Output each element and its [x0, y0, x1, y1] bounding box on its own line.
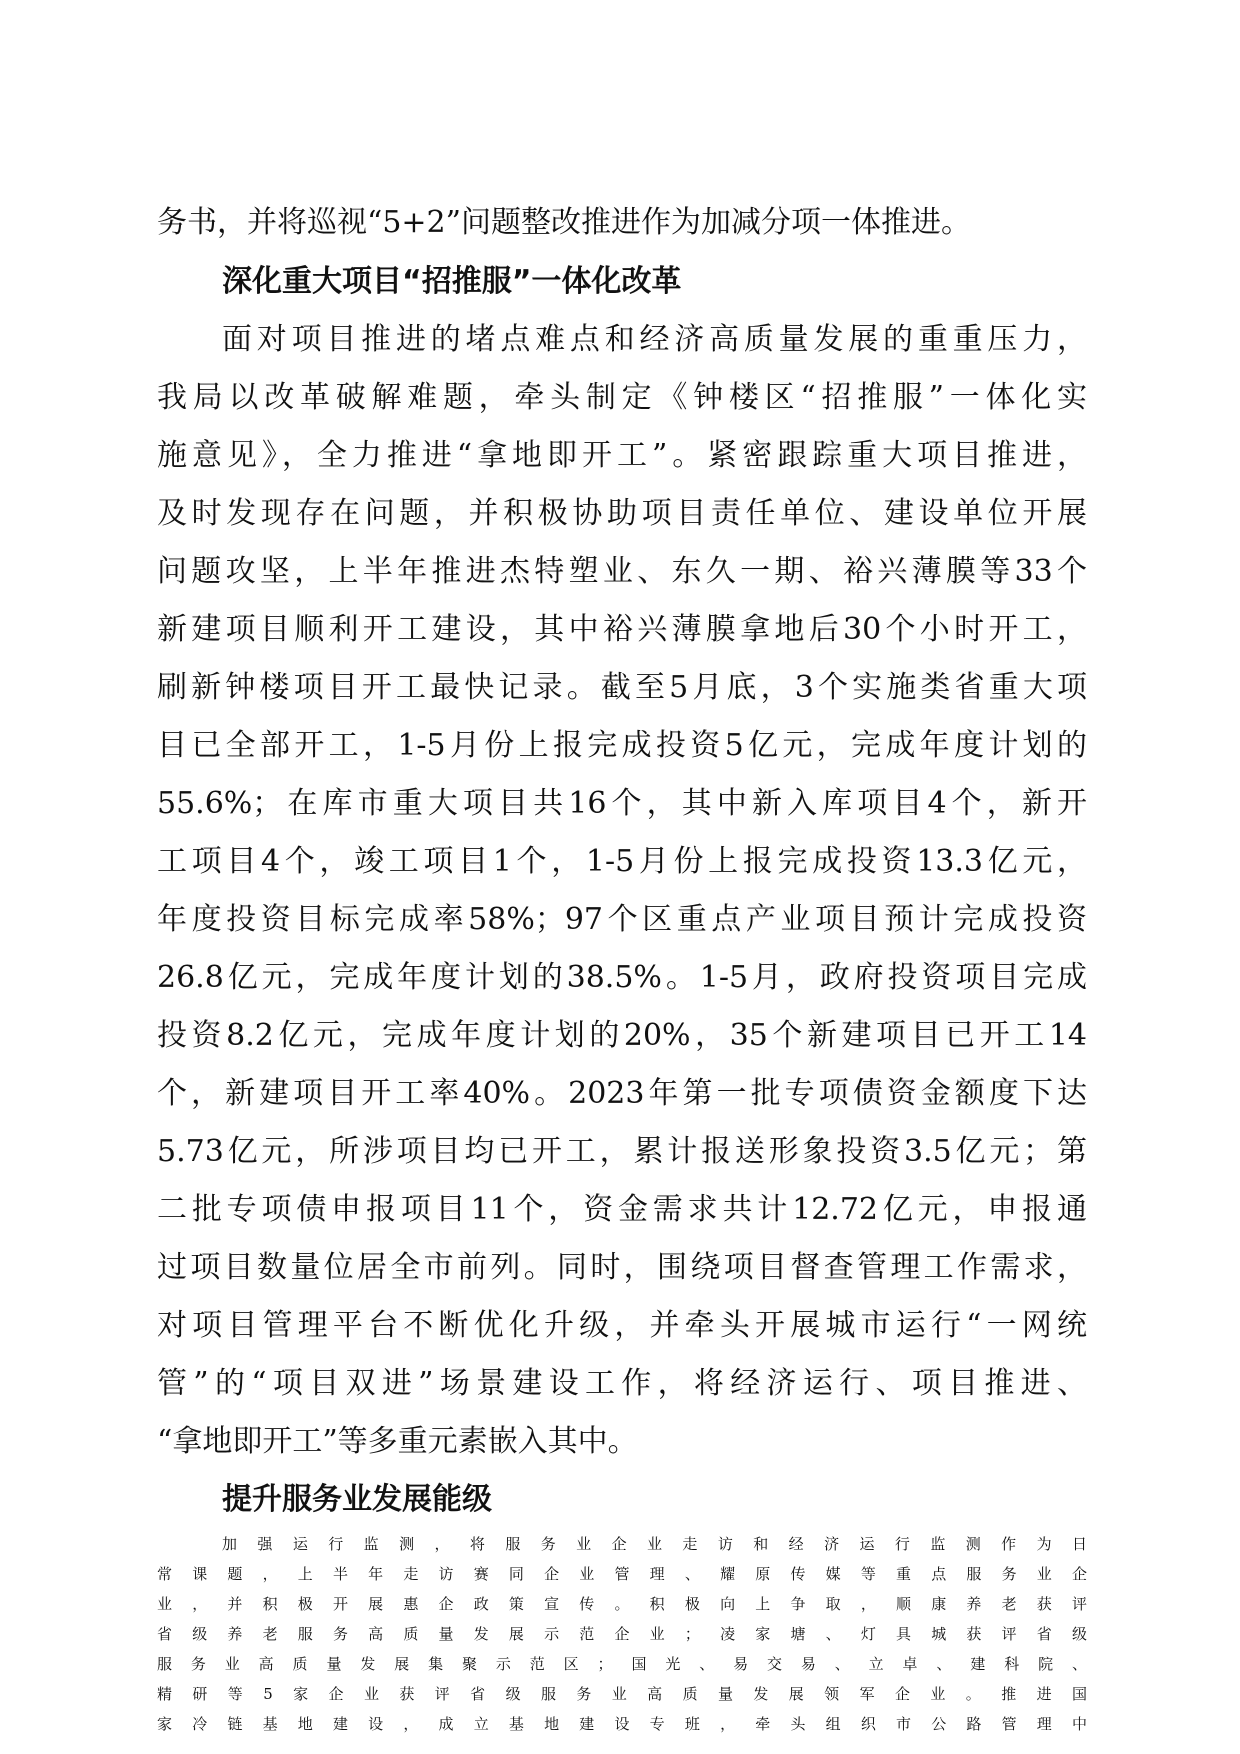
- body-text-line: 26.8亿元，完成年度计划的38.5%。1-5月，政府投资项目完成: [157, 960, 1087, 995]
- body-text-line: 业，并积极开展惠企政策宣传。积极向上争取，顺康养老获评: [157, 1595, 1087, 1613]
- body-text-line: 目已全部开工，1-5月份上报完成投资5亿元，完成年度计划的: [157, 728, 1087, 763]
- body-text-line: 新建项目顺利开工建设，其中裕兴薄膜拿地后30个小时开工，: [157, 612, 1087, 647]
- body-text-line: 个，新建项目开工率40%。2023年第一批专项债资金额度下达: [157, 1076, 1087, 1111]
- section-heading-service-industry: 提升服务业发展能级: [222, 1482, 492, 1517]
- body-text-line: 刷新钟楼项目开工最快记录。截至5月底，3个实施类省重大项: [157, 670, 1087, 705]
- body-text-line: 省级养老服务高质量发展示范企业；凌家塘、灯具城获评省级: [157, 1625, 1087, 1643]
- body-text-line: 年度投资目标完成率58%；97个区重点产业项目预计完成投资: [157, 902, 1087, 937]
- body-text-line: 服务业高质量发展集聚示范区；国光、易交易、立卓、建科院、: [157, 1655, 1087, 1673]
- body-text-line: 问题攻坚，上半年推进杰特塑业、东久一期、裕兴薄膜等33个: [157, 554, 1087, 589]
- body-text-line: 及时发现存在问题，并积极协助项目责任单位、建设单位开展: [157, 496, 1087, 531]
- body-text-line: 面对项目推进的堵点难点和经济高质量发展的重重压力，: [222, 322, 1087, 357]
- body-text-line: 我局以改革破解难题，牵头制定《钟楼区“招推服”一体化实: [157, 380, 1087, 415]
- body-text-line: 精研等5家企业获评省级服务业高质量发展领军企业。推进国: [157, 1685, 1087, 1703]
- body-text-line: 投资8.2亿元，完成年度计划的20%，35个新建项目已开工14: [157, 1018, 1087, 1053]
- body-text-line: 务书，并将巡视“5+2”问题整改推进作为加减分项一体推进。: [157, 205, 971, 240]
- body-text-line: 对项目管理平台不断优化升级，并牵头开展城市运行“一网统: [157, 1308, 1087, 1343]
- body-text-line: 常课题，上半年走访赛同企业管理、耀原传媒等重点服务业企: [157, 1565, 1087, 1583]
- body-text-line: 施意见》，全力推进“拿地即开工”。紧密跟踪重大项目推进，: [157, 438, 1087, 473]
- body-text-line: 二批专项债申报项目11个，资金需求共计12.72亿元，申报通: [157, 1192, 1087, 1227]
- section-heading-major-projects: 深化重大项目“招推服”一体化改革: [222, 264, 682, 299]
- body-text-line: 家冷链基地建设，成立基地建设专班，牵头组织市公路管理中: [157, 1715, 1087, 1733]
- body-text-line: 5.73亿元，所涉项目均已开工，累计报送形象投资3.5亿元；第: [157, 1134, 1087, 1169]
- body-text-line: 过项目数量位居全市前列。同时，围绕项目督查管理工作需求，: [157, 1250, 1087, 1285]
- body-text-line: “拿地即开工”等多重元素嵌入其中。: [157, 1424, 638, 1459]
- body-text-line: 55.6%；在库市重大项目共16个，其中新入库项目4个，新开: [157, 786, 1087, 821]
- body-text-line: 工项目4个，竣工项目1个，1-5月份上报完成投资13.3亿元，: [157, 844, 1087, 879]
- body-text-line: 管”的“项目双进”场景建设工作，将经济运行、项目推进、: [157, 1366, 1087, 1401]
- body-text-line: 加强运行监测，将服务业企业走访和经济运行监测作为日: [222, 1535, 1087, 1553]
